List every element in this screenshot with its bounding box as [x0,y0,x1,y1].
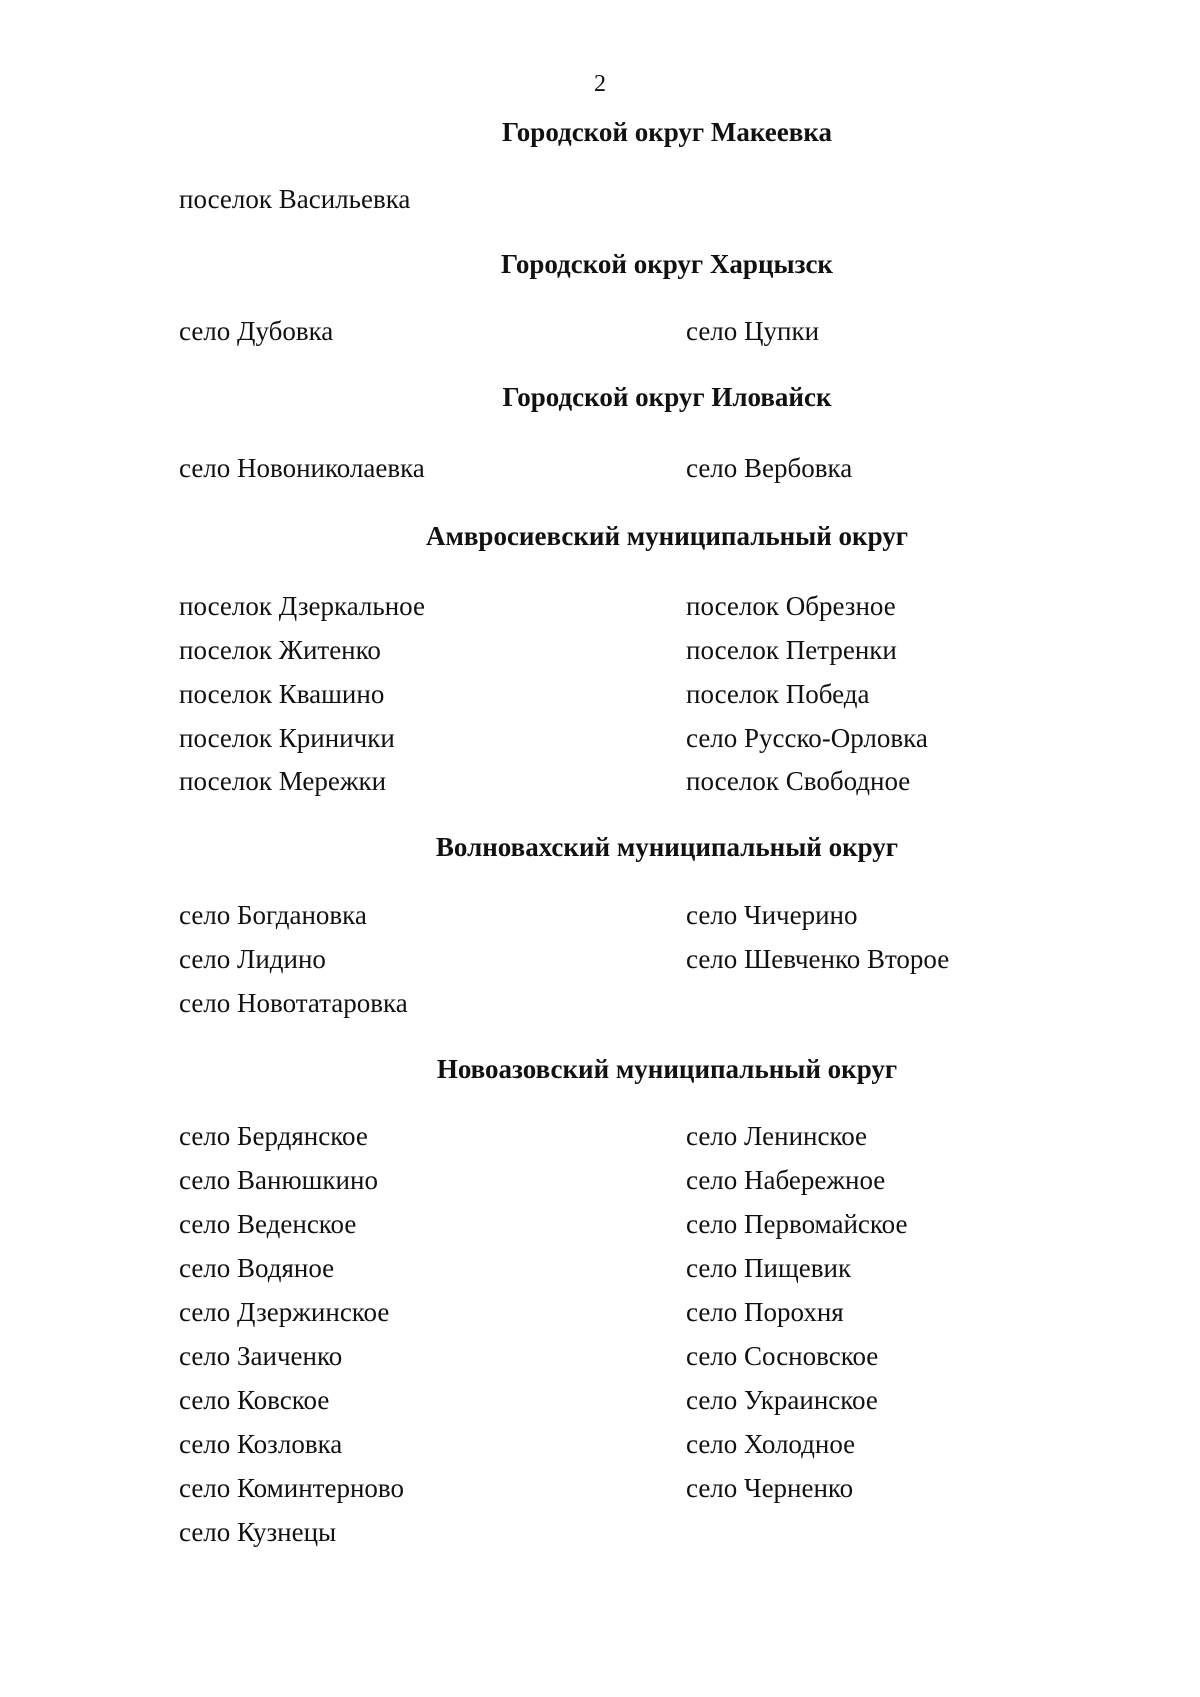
section-heading-amvrosievsky: Амвросиевский муниципальный округ [425,521,909,551]
list-item: поселок Свободное [686,766,911,796]
section-heading-ilovaisk: Городской округ Иловайск [502,382,832,412]
list-item: поселок Дзеркальное [179,591,425,621]
list-item: село Первомайское [686,1209,908,1239]
list-item: село Лидино [179,944,326,974]
list-item: село Кузнецы [179,1517,337,1547]
list-item: село Русско-Орловка [686,723,928,753]
list-item: село Ванюшкино [179,1165,378,1195]
list-item: село Вербовка [686,453,853,483]
list-item: село Веденское [179,1209,357,1239]
section-heading-makeevka: Городской округ Макеевка [502,117,832,147]
list-item: село Заиченко [179,1341,343,1371]
list-item: село Сосновское [686,1341,879,1371]
list-item: поселок Житенко [179,635,381,665]
list-item: поселок Петренки [686,635,897,665]
list-item: село Черненко [686,1473,854,1503]
list-item: село Шевченко Второе [686,944,950,974]
section-heading-volnovakhsky: Волновахский муниципальный округ [435,832,899,862]
list-item: поселок Победа [686,679,870,709]
list-item: село Пищевик [686,1253,852,1283]
list-item: село Новониколаевка [179,453,425,483]
list-item: поселок Квашино [179,679,385,709]
list-item: село Порохня [686,1297,844,1327]
list-item: село Ковское [179,1385,330,1415]
list-item: поселок Кринички [179,723,395,753]
section-heading-novoazovsky: Новоазовский муниципальный округ [436,1054,898,1084]
list-item: село Холодное [686,1429,856,1459]
list-item: село Цупки [686,316,820,346]
list-item: село Дзержинское [179,1297,390,1327]
list-item: село Новотатаровка [179,988,408,1018]
section-heading-khartsyzsk: Городской округ Харцызск [501,249,833,279]
list-item: село Украинское [686,1385,878,1415]
list-item: село Ленинское [686,1121,868,1151]
page-number: 2 [594,71,606,97]
list-item: село Богдановка [179,900,367,930]
list-item: поселок Мережки [179,766,387,796]
list-item: село Чичерино [686,900,858,930]
list-item: село Водяное [179,1253,335,1283]
list-item: село Бердянское [179,1121,368,1151]
list-item: село Козловка [179,1429,343,1459]
list-item: село Дубовка [179,316,334,346]
list-item: село Набережное [686,1165,886,1195]
list-item: поселок Васильевка [179,184,411,214]
list-item: поселок Обрезное [686,591,896,621]
list-item: село Коминтерново [179,1473,404,1503]
